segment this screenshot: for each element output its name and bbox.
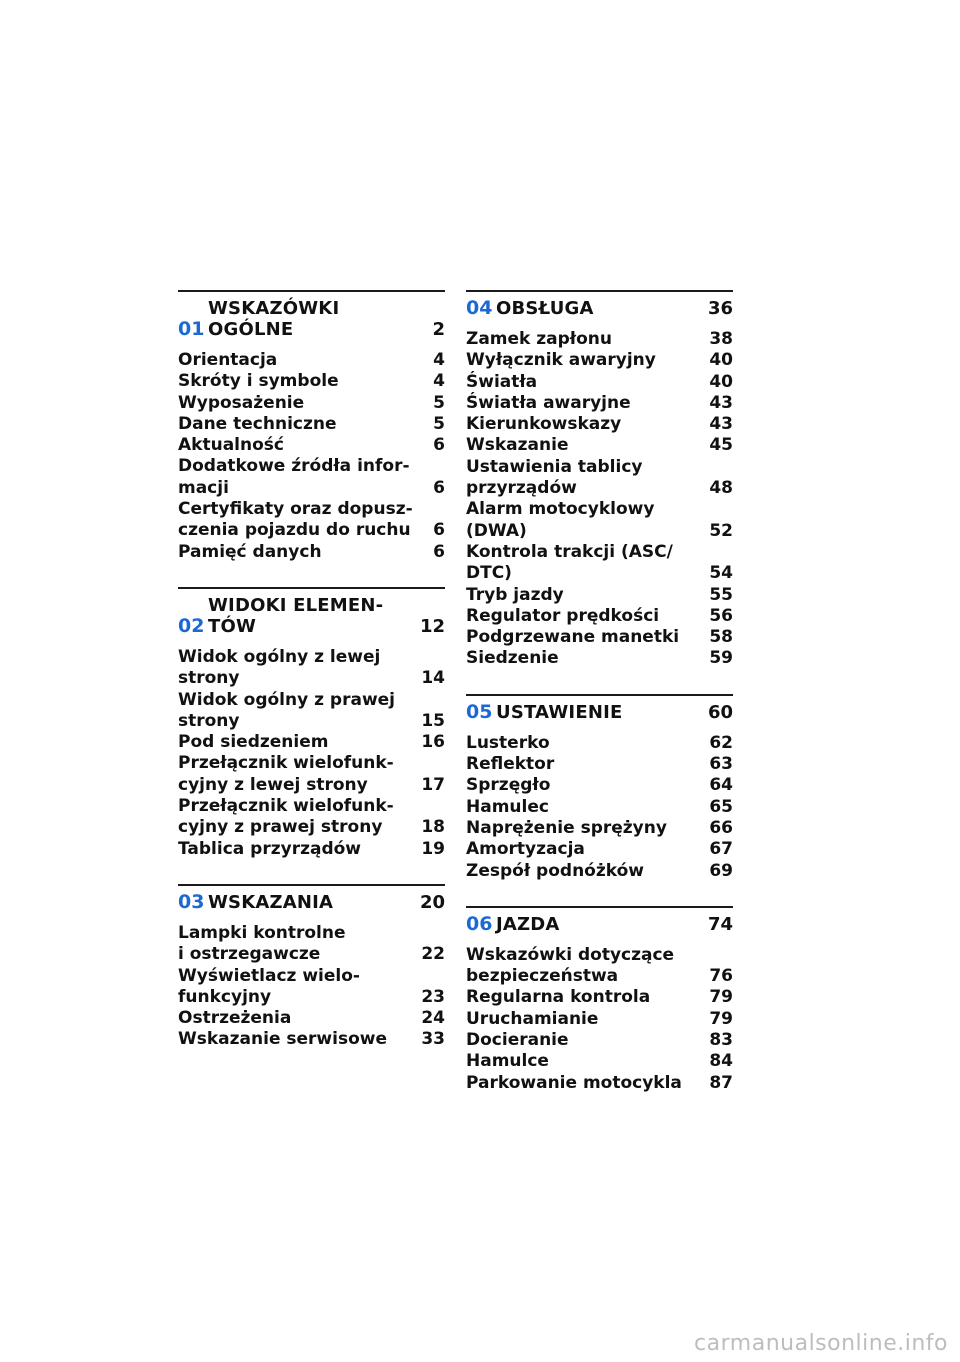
toc-entry[interactable] (178, 435, 445, 456)
toc-entry-page: 63 (709, 754, 733, 775)
toc-entry[interactable] (178, 732, 445, 753)
section-number: 05 (466, 700, 493, 723)
toc-entry-title: Aktualność (178, 435, 284, 456)
toc-entry-page: 22 (421, 944, 445, 965)
section-heading[interactable] (466, 914, 733, 935)
toc-entry[interactable] (466, 733, 733, 754)
toc-entry-title: Podgrzewane manetki (466, 627, 680, 648)
section-page-number: 12 (419, 615, 445, 637)
toc-entry[interactable] (178, 753, 445, 796)
toc-entry-page: 87 (709, 1072, 733, 1093)
toc-entry-title: Reflektor (466, 754, 555, 775)
toc-entry-title: Pod siedzeniem (178, 732, 329, 753)
toc-entry[interactable] (466, 393, 733, 414)
toc-entry-title: Widok ogólny z lewej strony (178, 646, 381, 689)
toc-entry-title: Lampki kontrolne i ostrzegawcze (178, 922, 346, 965)
section-heading[interactable] (466, 298, 733, 319)
toc-entry-title: Wskazanie serwisowe (178, 1029, 387, 1050)
toc-section (178, 884, 445, 1051)
toc-entry-page: 69 (709, 860, 733, 881)
section-page-number: 36 (707, 298, 733, 319)
toc-entry[interactable] (178, 542, 445, 563)
toc-entry-page: 15 (421, 710, 445, 731)
toc-entry-title: Ostrzeżenia (178, 1008, 292, 1029)
toc-entry-page: 24 (421, 1008, 445, 1029)
toc-entry[interactable] (466, 1073, 733, 1094)
toc-entry[interactable] (466, 414, 733, 435)
section-number: 02 (178, 614, 205, 637)
toc-entry-page: 40 (709, 371, 733, 392)
toc-entry[interactable] (178, 923, 445, 966)
toc-entry[interactable] (466, 350, 733, 371)
toc-entry[interactable] (466, 648, 733, 669)
toc-entry-title: Uruchamianie (466, 1008, 599, 1029)
toc-entry-page: 6 (433, 541, 445, 562)
toc-entry[interactable] (178, 690, 445, 733)
toc-entry-title: Przełącznik wielofunk- cyjny z prawej strony (178, 796, 394, 838)
toc-entry-title: Zamek zapłonu (466, 329, 612, 349)
toc-section (466, 694, 733, 882)
toc-entry-page: 67 (709, 839, 733, 860)
toc-entry-page: 43 (709, 414, 733, 435)
toc-entry-page: 83 (709, 1030, 733, 1051)
section-title: OBSŁUGA (496, 298, 594, 319)
toc-entry[interactable] (178, 966, 445, 1009)
toc-entry[interactable] (466, 797, 733, 818)
toc-entry[interactable] (466, 627, 733, 648)
toc-entry-title: Regularna kontrola (466, 987, 651, 1008)
toc-section (178, 587, 445, 860)
toc-entry[interactable] (466, 1009, 733, 1030)
toc-entry-title: Ustawienia tablicy przyrządów (466, 456, 643, 499)
toc-entry-title: Wskazanie (466, 435, 569, 456)
section-heading[interactable] (466, 702, 733, 723)
section-title: USTAWIENIE (496, 701, 623, 723)
toc-entry-page: 38 (709, 329, 733, 349)
toc-entry-title: Hamulec (466, 796, 549, 817)
toc-entry-page: 6 (433, 520, 445, 541)
toc-entry-page: 64 (709, 775, 733, 796)
toc-entry[interactable] (466, 987, 733, 1008)
toc-entry-page: 76 (709, 966, 733, 987)
toc-entry-page: 54 (709, 563, 733, 584)
toc-entry-page: 79 (709, 1008, 733, 1029)
toc-entry-page: 48 (709, 478, 733, 499)
toc-entry[interactable] (466, 457, 733, 500)
toc-entry[interactable] (466, 585, 733, 606)
toc-section (466, 906, 733, 1094)
toc-entry-title: Lusterko (466, 732, 550, 753)
section-number: 04 (466, 297, 493, 319)
toc-entry[interactable] (178, 1008, 445, 1029)
toc-entry-page: 6 (433, 435, 445, 456)
toc-entry-title: Sprzęgło (466, 775, 551, 796)
toc-entry-title: Wyłącznik awaryjny (466, 350, 656, 371)
toc-entry-title: Alarm motocyklowy (DWA) (466, 499, 655, 541)
toc-entry-page: 4 (433, 350, 445, 370)
toc-entry-page: 55 (709, 584, 733, 605)
section-page-number: 74 (707, 913, 733, 935)
toc-entry-title: Zespół podnóżków (466, 860, 644, 881)
section-title: JAZDA (496, 913, 560, 935)
toc-entry[interactable] (466, 372, 733, 393)
toc-entry-title: Dane techniczne (178, 413, 337, 434)
toc-entry-page: 19 (421, 838, 445, 859)
toc-entry[interactable] (178, 839, 445, 860)
toc-entry-title: Wskazówki dotyczące bezpieczeństwa (466, 944, 675, 987)
toc-entry-page: 14 (421, 668, 445, 689)
toc-entry-title: Skróty i symbole (178, 371, 339, 392)
section-heading[interactable] (178, 298, 445, 340)
toc-entry[interactable] (466, 499, 733, 542)
toc-entry-page: 18 (421, 817, 445, 838)
toc-entry-page: 5 (433, 413, 445, 434)
toc-entry-title: Orientacja (178, 350, 278, 370)
toc-entry-page: 66 (709, 817, 733, 838)
toc-entry[interactable] (466, 1030, 733, 1051)
section-number: 06 (466, 912, 493, 935)
toc-entry-title: Widok ogólny z prawej strony (178, 689, 396, 731)
toc-entry-page: 52 (709, 520, 733, 541)
toc-entry[interactable] (178, 1029, 445, 1050)
toc-entry[interactable] (466, 818, 733, 839)
toc-entry[interactable] (178, 414, 445, 435)
toc-entry-page: 33 (421, 1029, 445, 1050)
section-title: WIDOKI ELEMEN- TÓW (208, 594, 384, 637)
section-page-number: 20 (419, 891, 445, 913)
toc-entry-page: 5 (433, 392, 445, 413)
section-page-number: 2 (432, 319, 445, 340)
section-number: 03 (178, 890, 205, 913)
toc-entry[interactable] (178, 393, 445, 414)
toc-entry-title: Parkowanie motocykla (466, 1072, 682, 1093)
toc-entry-title: Docieranie (466, 1030, 569, 1051)
toc-entry[interactable] (466, 606, 733, 627)
toc-entry-page: 56 (709, 605, 733, 626)
toc-right-column (466, 290, 733, 1118)
watermark: carmanualsonline.info (694, 1331, 948, 1356)
toc-section (466, 290, 733, 670)
toc-entry-page: 16 (421, 732, 445, 753)
toc-entry-title: Hamulce (466, 1051, 549, 1072)
section-heading[interactable] (178, 892, 445, 913)
toc-entry-title: Wyposażenie (178, 392, 305, 413)
toc-left-column (178, 290, 445, 1075)
toc-entry-page: 65 (709, 796, 733, 817)
toc-entry-title: Światła (466, 371, 538, 392)
toc-entry[interactable] (178, 499, 445, 542)
toc-entry[interactable] (466, 775, 733, 796)
section-heading[interactable] (178, 595, 445, 637)
toc-entry-page: 43 (709, 392, 733, 413)
toc-entry[interactable] (178, 371, 445, 392)
toc-entry-title: Światła awaryjne (466, 392, 631, 413)
toc-entry-page: 45 (709, 435, 733, 456)
section-number: 01 (178, 318, 205, 340)
toc-entry-title: Pamięć danych (178, 541, 322, 562)
toc-entry-page: 62 (709, 732, 733, 753)
toc-section (178, 290, 445, 563)
toc-entry-title: Dodatkowe źródła infor- macji (178, 456, 410, 498)
toc-entry-title: Kierunkowskazy (466, 414, 622, 435)
toc-entry[interactable] (466, 839, 733, 860)
toc-entry-title: Amortyzacja (466, 839, 585, 860)
toc-entry-title: Tablica przyrządów (178, 838, 361, 859)
toc-entry[interactable] (466, 945, 733, 988)
toc-entry[interactable] (178, 456, 445, 499)
section-title: WSKAZÓWKI OGÓLNE (208, 298, 340, 340)
toc-entry-page: 17 (421, 774, 445, 795)
toc-entry-title: Siedzenie (466, 648, 559, 669)
toc-entry-page: 79 (709, 987, 733, 1008)
toc-entry-title: Przełącznik wielofunk- cyjny z lewej strony (178, 753, 394, 795)
toc-entry[interactable] (178, 350, 445, 371)
toc-entry-page: 4 (433, 371, 445, 392)
toc-entry-title: Wyświetlacz wielo- funkcyjny (178, 965, 360, 1007)
toc-entry[interactable] (178, 647, 445, 690)
toc-entry[interactable] (466, 542, 733, 585)
toc-entry-page: 84 (709, 1051, 733, 1072)
toc-entry-title: Tryb jazdy (466, 584, 564, 605)
section-title: WSKAZANIA (208, 891, 334, 913)
toc-entry[interactable] (466, 1051, 733, 1072)
toc-entry-page: 6 (433, 477, 445, 498)
toc-entry[interactable] (466, 329, 733, 350)
section-page-number: 60 (707, 701, 733, 723)
toc-entry[interactable] (466, 754, 733, 775)
toc-entry-title: Naprężenie sprężyny (466, 817, 667, 838)
toc-entry-page: 40 (709, 350, 733, 371)
toc-entry-title: Regulator prędkości (466, 605, 660, 626)
toc-entry-page: 59 (709, 648, 733, 669)
toc-entry-page: 58 (709, 627, 733, 648)
toc-entry[interactable] (466, 861, 733, 882)
toc-entry-title: Certyfikaty oraz dopusz- czenia pojazdu do ruchu (178, 499, 413, 541)
toc-entry[interactable] (178, 796, 445, 839)
toc-entry-page: 23 (421, 986, 445, 1007)
toc-entry-title: Kontrola trakcji (ASC/ DTC) (466, 541, 673, 584)
toc-entry[interactable] (466, 435, 733, 456)
